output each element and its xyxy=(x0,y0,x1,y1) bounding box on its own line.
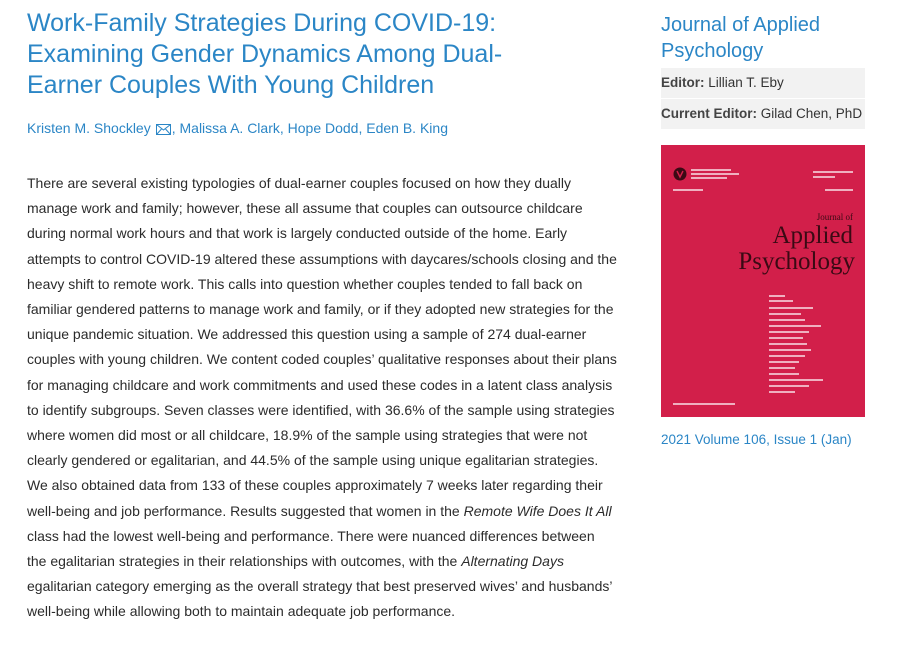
editor-label: Editor: xyxy=(661,75,705,90)
cover-editor-list xyxy=(769,385,809,387)
author-link-3[interactable]: Hope Dodd xyxy=(287,120,359,136)
cover-fine-print xyxy=(691,173,739,175)
editor-row xyxy=(661,68,865,98)
journal-cover-image[interactable] xyxy=(661,145,865,417)
issue-link[interactable]: 2021 Volume 106, Issue 1 (Jan) xyxy=(661,432,852,447)
cover-journal-of: Journal of xyxy=(816,212,853,222)
author-separator: , xyxy=(279,120,288,136)
cover-editor-list xyxy=(769,349,811,351)
current-editor-label: Current Editor: xyxy=(661,106,757,121)
abstract-emphasis-2: Alternating Days xyxy=(461,553,564,570)
cover-fine-print xyxy=(813,171,853,173)
cover-editor-list xyxy=(769,337,803,339)
editor-box xyxy=(661,68,865,129)
author-link-1[interactable]: Kristen M. Shockley xyxy=(27,120,151,136)
abstract-part-3: egalitarian category emerging as the overall strategy that best preserved wives’ and husbands’ well-being while allowing both to maintain adequate job performance. xyxy=(27,578,612,620)
cover-fine-print xyxy=(825,189,853,191)
cover-applied: Applied xyxy=(772,222,853,249)
author-separator: , xyxy=(171,120,180,136)
cover-fine-print xyxy=(691,177,727,179)
cover-editor-list xyxy=(769,355,805,357)
cover-editor-list xyxy=(769,325,821,327)
cover-editor-list xyxy=(769,373,799,375)
cover-url xyxy=(673,403,735,405)
abstract-part-1: There are several existing typologies of dual-earner couples focused on how they dually manage work and family; however, these all assume that couples can outsource childcare during normal work hours and that work is largely conducted outside of the home. Early attempts to control COVID-19 altered these assumptions with daycares/schools closing and the heavy shift to remote work. This calls into question whether couples tended to fall back on familiar gendered patterns to manage work and family, or if they adopted new strategies for the unique pandemic situation. We addressed this question using a sample of 274 dual-earner couples with young children. We content coded couples’ qualitative responses about their plans for managing childcare and work commitments and used these codes in a latent class analysis to identify subgroups. Seven classes were identified, with 36.6% of the sample using strategies where women did most or all childcare, 18.9% of the sample using strategies that were not clearly gendered or egalitarian, and 44.5% of the sample using unique egalitarian strategies. We also obtained data from 133 of these couples approximately 7 weeks later regarding their well-being and job performance. Results suggested that women in the xyxy=(27,175,617,519)
cover-fine-print xyxy=(673,189,703,191)
cover-editor-list xyxy=(769,391,795,393)
cover-editor-list xyxy=(769,300,793,302)
cover-editor-list xyxy=(769,367,795,369)
cover-editor-list xyxy=(769,295,785,297)
cover-editor-list xyxy=(769,361,799,363)
apa-logo-icon xyxy=(673,167,687,186)
abstract-text xyxy=(27,171,617,625)
cover-editor-list xyxy=(769,307,813,309)
envelope-icon[interactable] xyxy=(156,121,171,139)
author-list xyxy=(27,119,627,139)
abstract-part-2: class had the lowest well-being and performance. There were nuanced differences between the egalitarian strategies in their relationships with outcomes, with the xyxy=(27,527,595,570)
editor-name: Lillian T. Eby xyxy=(708,75,784,90)
author-link-2[interactable]: Malissa A. Clark xyxy=(179,120,280,136)
article-title: Work-Family Strategies During COVID-19: Examining Gender Dynamics Among Dual-Earner Couples With Young Children xyxy=(27,9,503,99)
cover-fine-print xyxy=(813,176,835,178)
cover-editor-list xyxy=(769,379,823,381)
current-editor-name: Gilad Chen, PhD xyxy=(760,106,863,121)
cover-editor-list xyxy=(769,319,805,321)
journal-title-link[interactable]: Journal of Applied Psychology xyxy=(661,14,821,62)
cover-editor-list xyxy=(769,343,807,345)
journal-sidebar xyxy=(661,12,865,447)
current-editor-row xyxy=(661,98,865,129)
cover-fine-print xyxy=(691,169,731,171)
abstract-emphasis-1: Remote Wife Does It All xyxy=(463,502,612,519)
article-main xyxy=(27,8,627,625)
cover-psychology: Psychology xyxy=(738,248,855,275)
author-link-4[interactable]: Eden B. King xyxy=(366,120,448,136)
cover-editor-list xyxy=(769,331,809,333)
cover-editor-list xyxy=(769,313,801,315)
author-separator: , xyxy=(358,120,367,136)
